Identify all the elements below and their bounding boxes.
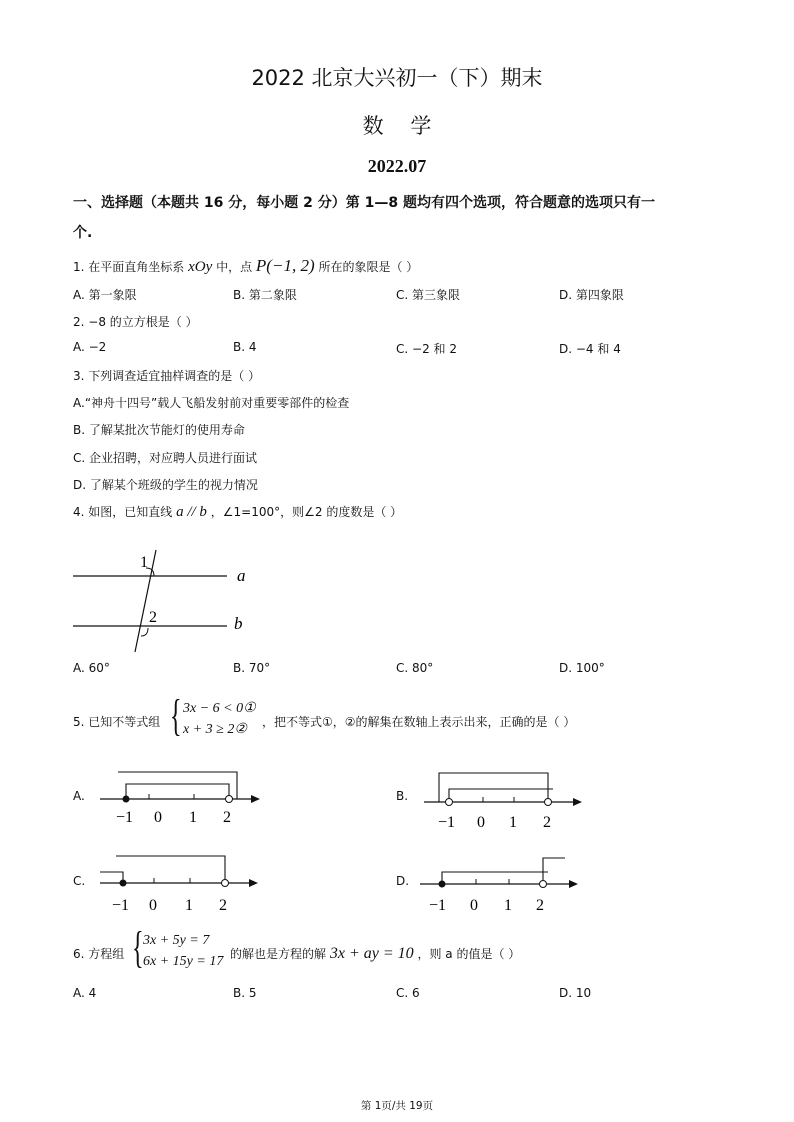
solution-bracket-1 [116, 856, 225, 883]
open-point [222, 880, 229, 887]
question-4 [73, 503, 402, 521]
solution-bracket-1 [439, 773, 548, 802]
tick-label: −1 [429, 897, 447, 914]
question-2: 2. −8 的立方根是（ ） [73, 315, 198, 329]
section-heading-line1: 一、选择题（本题共 16 分，每小题 2 分）第 1—8 题均有四个选项，符合题意的选项只有一 [73, 195, 655, 211]
q6-option-b: B. 5 [233, 986, 257, 1000]
subject-heading: 数 学 [362, 114, 432, 138]
q3-option-c: C. 企业招聘，对应聘人员进行面试 [73, 451, 258, 465]
angle-1-label: 1 [140, 554, 148, 571]
axis-arrow [249, 879, 258, 887]
q4-option-d: D. 100° [559, 661, 605, 675]
q2-option-a: A. −2 [73, 340, 107, 354]
tick-label: −1 [116, 809, 134, 826]
solution-bracket-1 [118, 772, 237, 799]
question-6 [230, 945, 520, 963]
q4-option-c: C. 80° [396, 661, 434, 675]
solution-bracket-2 [543, 858, 565, 884]
q6-option-c: C. 6 [396, 986, 420, 1000]
open-point [446, 799, 453, 806]
q1-option-d: D. 第四象限 [559, 288, 624, 302]
q6-mid: 的解也是方程的解 [230, 947, 327, 961]
q6-eq-1: 3x + 5y = 7 [143, 933, 210, 948]
q5-ineq-1: 3x − 6 < 0① [183, 701, 256, 716]
q6-system [143, 930, 223, 972]
parallel-lines-figure [60, 548, 280, 658]
page-title: 2022 北京大兴初一（下）期末 [251, 66, 543, 90]
q3-option-b: B. 了解某批次节能灯的使用寿命 [73, 423, 245, 437]
q2-option-c: C. −2 和 2 [396, 342, 457, 356]
q5-option-a-label: A. [73, 789, 85, 803]
q6-post: ，则 a 的值是（ ） [417, 947, 521, 961]
q5-option-d-label: D. [396, 874, 410, 888]
q4-parallel: a // b [176, 504, 207, 520]
tick-label: −1 [438, 814, 456, 831]
q1-pre: 1. 在平面直角坐标系 [73, 260, 185, 274]
q1-option-c: C. 第三象限 [396, 288, 461, 302]
solution-bracket-1 [442, 872, 548, 884]
q1-option-b: B. 第二象限 [233, 288, 297, 302]
q5-ineq-2: x + 3 ≥ 2② [183, 722, 247, 737]
tick-label: 1 [185, 897, 193, 914]
line-a-label: a [237, 566, 246, 585]
axis-arrow [569, 880, 578, 888]
closed-point [123, 796, 130, 803]
closed-point [120, 880, 127, 887]
q6-equation: 3x + ay = 10 [329, 945, 414, 962]
q1-mid: 中，点 [216, 260, 253, 274]
q1-post: 所在的象限是（ ） [318, 260, 419, 274]
q5-system [183, 698, 256, 740]
q5-option-b-label: B. [396, 789, 409, 803]
solution-bracket-2 [100, 872, 123, 883]
axis-arrow [573, 798, 582, 806]
q6-option-d: D. 10 [559, 986, 592, 1000]
q6-pre: 6. 方程组 [73, 947, 125, 961]
closed-point [439, 881, 446, 888]
q5-brace: { [170, 691, 182, 740]
open-point [545, 799, 552, 806]
tick-label: 0 [154, 809, 162, 826]
q5-number-line-b [410, 765, 590, 835]
question-1 [73, 256, 418, 276]
axis-arrow [251, 795, 260, 803]
q5-option-c-label: C. [73, 874, 86, 888]
tick-label: 2 [223, 809, 231, 826]
q6-brace: { [132, 923, 144, 972]
question-3: 3. 下列调查适宜抽样调查的是（ ） [73, 369, 261, 383]
q4-option-b: B. 70° [233, 661, 271, 675]
q1-var: xOy [188, 259, 213, 275]
tick-label: 2 [536, 897, 544, 914]
tick-label: 1 [504, 897, 512, 914]
tick-label: 2 [219, 897, 227, 914]
page-footer: 第 1页/共 19页 [360, 1100, 434, 1112]
q5-number-line-c [90, 848, 270, 918]
tick-label: 0 [149, 897, 157, 914]
tick-label: 0 [477, 814, 485, 831]
line-b-label: b [234, 614, 243, 633]
open-point [540, 881, 547, 888]
q2-option-d: D. −4 和 4 [559, 342, 621, 356]
q1-point: P(−1, 2) [255, 256, 315, 275]
q5-pre: 5. 已知不等式组 [73, 715, 161, 729]
q4-mid: ，∠1=100°，则∠2 的度数是（ ） [210, 505, 403, 519]
angle-2-arc [141, 628, 148, 636]
q5-number-line-d [410, 848, 590, 918]
angle-2-label: 2 [149, 609, 157, 626]
tick-label: 0 [470, 897, 478, 914]
q4-pre: 4. 如图，已知直线 [73, 505, 173, 519]
tick-label: 2 [543, 814, 551, 831]
tick-label: −1 [112, 897, 130, 914]
q5-post: ，把不等式①，②的解集在数轴上表示出来，正确的是（ ） [262, 715, 576, 729]
solution-bracket-2 [449, 789, 553, 802]
tick-label: 1 [189, 809, 197, 826]
q3-option-d: D. 了解某个班级的学生的视力情况 [73, 478, 258, 492]
q4-option-a: A. 60° [73, 661, 110, 675]
q6-option-a: A. 4 [73, 986, 97, 1000]
tick-label: 1 [509, 814, 517, 831]
q2-option-b: B. 4 [233, 340, 257, 354]
q3-option-a: A.“神舟十四号”载人飞船发射前对重要零部件的检查 [73, 396, 350, 410]
exam-date: 2022.07 [367, 156, 427, 176]
q6-eq-2: 6x + 15y = 17 [143, 954, 224, 969]
section-heading-line2: 个. [73, 225, 93, 241]
q5-number-line-a [90, 760, 270, 830]
solution-bracket-2 [126, 784, 229, 799]
open-point [226, 796, 233, 803]
q1-option-a: A. 第一象限 [73, 288, 137, 302]
